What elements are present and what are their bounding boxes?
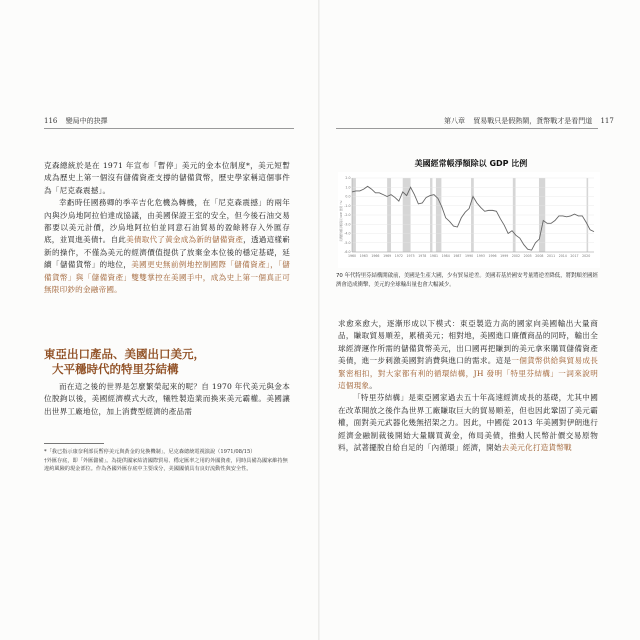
body-text-run: 克森總統於是在 1971 年宣布「暫停」美元的金本位制度 — [44, 161, 246, 170]
x-tick-label: 2002 — [511, 254, 520, 258]
y-tick-label: -4.0 — [344, 231, 351, 236]
y-tick-label: -5.0 — [344, 240, 351, 245]
body-text-run: 幸虧時任國務卿的季辛吉化危機為轉機，在「尼克森震撼」的兩年內與沙烏地阿拉伯達成協議，由美國保證王室的安全，但今後石油交易都要以美元計價，沙烏地阿拉伯並同意石油貿易的盈餘將存入外匯存底，並買進美債 — [44, 198, 290, 245]
x-tick-label: 1978 — [418, 254, 427, 258]
body-text-run: ，透過這樣嶄新的操作，不僅為美元的經濟價值提供了放棄金本位後的穩定基礎，延續「儲備貨幣」的地位， — [44, 235, 290, 270]
right-header-rule — [336, 128, 598, 129]
y-tick-label: -3.0 — [344, 222, 351, 227]
body-text-run: † — [98, 235, 103, 245]
chart-area — [338, 172, 600, 268]
x-tick-label: 2017 — [570, 254, 579, 258]
y-tick-label: -1.0 — [344, 203, 351, 208]
right-page-header — [444, 116, 620, 126]
footnote-1: *「我已指示康奈利部長暫停美元與黃金的兌換機制」，尼克森總統電視演說（1971/08/15） — [44, 449, 256, 455]
section-body — [44, 381, 290, 418]
chapter-title: 貿易戰只是假熱鬧，貨幣戰才是看門道 — [473, 117, 593, 125]
section-heading — [44, 347, 284, 376]
highlighted-text: 去美元化打造貨幣戰 — [501, 443, 572, 453]
chapter-label: 第八章 — [444, 117, 465, 125]
right-paragraph-1 — [338, 318, 598, 392]
left-page-number: 116 — [44, 117, 58, 125]
highlighted-text: 一個貨幣供給與貿易成長緊密相扣，對大家都有利的循環結構，JH 發明「特里芬結構」一詞來說明這個現象 — [338, 356, 598, 391]
section-heading-line-2: 大平穩時代的特里芬結構 — [52, 361, 179, 376]
x-tick-label: 1960 — [347, 254, 357, 258]
section-paragraph: 而在這之後的世界是怎麼繁榮起來的呢？自 1970 年代美元與金本位脫鉤以後，美國經濟模式大改，犧牲製造業而換來美元霸權。美國讓出世界工廠地位，加上消費型經濟的產品需 — [44, 382, 290, 416]
body-text-run: ，美元短暫成為歷史上第一個沒有儲備資產支撐的儲備貨幣，歷史學家稱這個事件為「尼克森震撼」。 — [44, 161, 290, 195]
left-body-text — [44, 160, 290, 296]
section-heading-line-1: 東亞出口產品、美國出口美元， — [44, 347, 205, 361]
y-tick-label: 2.0 — [345, 176, 351, 180]
left-paragraph-1 — [44, 160, 290, 197]
body-text-run: 「特里芬結構」是東亞國家過去五十年高速經濟成長的基礎，尤其中國在改革開放之後作為世界工廠賺取巨大的貿易順差，但也因此鞏固了美元霸權，面對美元武器化幾無招架之力。因此，中國從 2013 年美國對伊朗進行經濟金融制裁後開始大量購買黃金，佈局美債，推動人民幣計價交易原物料，試著擺脫自給自足的「內循環」經濟，開始 — [338, 393, 598, 453]
left-header-rule — [44, 128, 294, 129]
x-tick-label: 1981 — [429, 254, 439, 258]
x-tick-label: 1993 — [476, 254, 485, 258]
y-tick-label: -2.0 — [344, 213, 351, 217]
chart-caption: 70 年代特里芬結構開啟前，美國是生產大國，少有貿易逆差。美國若基於國安考量將逆差降低，將對順差國經濟會造成衝擊，美元的全球輸出量也會大幅減少。 — [336, 273, 598, 288]
x-tick-label: 1984 — [441, 254, 450, 258]
x-tick-label: 2014 — [558, 254, 567, 258]
body-text-run: 。自此 — [102, 235, 127, 245]
highlighted-text: 美國更史無前例地控制國際「儲備資產」，「儲備貨幣」與「儲備資產」雙雙掌控在美國手中，成為史上第一個真正可無限印鈔的金融帝國。 — [44, 260, 290, 295]
right-body-text — [338, 318, 598, 454]
x-tick-label: 2011 — [547, 254, 556, 258]
current-account-chart — [338, 172, 600, 268]
x-tick-label: 1996 — [488, 254, 497, 258]
x-tick-label: 1975 — [406, 254, 415, 258]
right-page-number: 117 — [600, 117, 614, 125]
book-title: 變局中的抉擇 — [65, 117, 108, 125]
x-tick-label: 1990 — [465, 254, 474, 258]
x-tick-label: 1966 — [371, 254, 380, 258]
x-tick-label: 1963 — [359, 254, 368, 258]
x-tick-label: 1969 — [383, 254, 392, 258]
y-tick-label: 0.0 — [345, 194, 351, 199]
y-axis-label: 美國經常帳淨額除以 GDP 比例（%） — [340, 198, 343, 242]
chart-title: 美國經常帳淨額除以 GDP 比例 — [414, 159, 528, 168]
footnote-rule — [44, 443, 104, 444]
footnote-2: †外匯存底，即「外匯儲備」。為提供國家結清國際貿易、穩定匯率之用的外國資產，同時具備為國家維持無違約風險的現金部位。作為各國外匯存底中主要成分，美國國債具有良好流動性與安全性。 — [44, 458, 288, 473]
right-paragraph-2 — [338, 392, 598, 454]
x-tick-label: 2020 — [582, 254, 591, 258]
body-text-run: 。 — [369, 381, 377, 391]
y-tick-label: -6.0 — [344, 250, 351, 254]
left-page-header — [44, 116, 114, 126]
x-tick-label: 1999 — [500, 254, 509, 258]
body-text-run: * — [245, 161, 250, 170]
x-tick-label: 1972 — [394, 254, 403, 258]
highlighted-text: 美債取代了黃金成為新的儲備資產 — [126, 235, 244, 245]
footnotes — [44, 448, 288, 475]
x-tick-label: 2005 — [523, 254, 532, 258]
body-text-run: 求愈來愈大，逐漸形成以下模式：東亞製造力高的國家向美國輸出大量商品，賺取貿易順差，累積美元；相對地，美國進口廉價商品的同時，輸出全球經濟運作所需的儲備貨幣美元，出口國再把賺到的美元拿來購買儲備資產美債，進一步刺激美國對消費與進口的需求。這是 — [338, 319, 598, 366]
x-tick-label: 2008 — [535, 254, 544, 258]
y-tick-label: 1.0 — [345, 185, 351, 190]
left-paragraph-2 — [44, 197, 290, 296]
x-tick-label: 1987 — [453, 254, 462, 258]
